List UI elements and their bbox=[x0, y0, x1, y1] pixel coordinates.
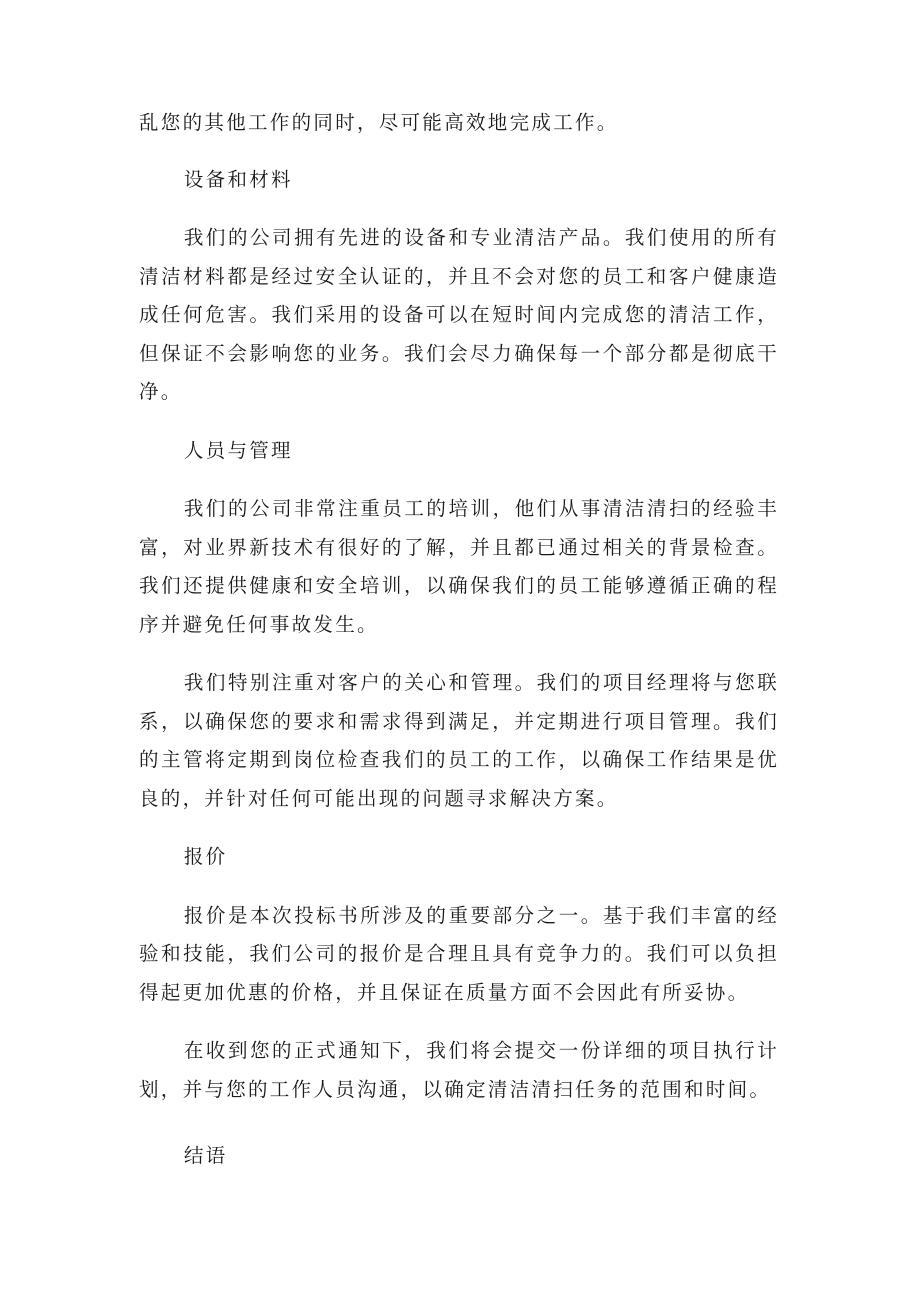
paragraph-plan: 在收到您的正式通知下，我们将会提交一份详细的项目执行计划，并与您的工作人员沟通，以确定清洁清扫任务的范围和时间。 bbox=[139, 1039, 779, 1101]
paragraph-client-management: 我们特别注重对客户的关心和管理。我们的项目经理将与您联系，以确保您的要求和需求得到满足，并定期进行项目管理。我们的主管将定期到岗位检查我们的员工的工作，以确保工作结果是优良的，并针对任何可能出现的问题寻求解决方案。 bbox=[139, 671, 779, 810]
section-heading-equipment: 设备和材料 bbox=[183, 167, 293, 191]
paragraph-equipment: 我们的公司拥有先进的设备和专业清洁产品。我们使用的所有清洁材料都是经过安全认证的，并且不会对您的员工和客户健康造成任何危害。我们采用的设备可以在短时间内完成您的清洁工作，但保证不会影响您的业务。我们会尽力确保每一个部分都是彻底干净。 bbox=[139, 226, 779, 403]
paragraph-quote: 报价是本次投标书所涉及的重要部分之一。基于我们丰富的经验和技能，我们公司的报价是合理且具有竞争力的。我们可以负担得起更加优惠的价格，并且保证在质量方面不会因此有所妥协。 bbox=[139, 903, 779, 1004]
section-heading-quote: 报价 bbox=[183, 845, 228, 868]
section-heading-conclusion: 结语 bbox=[183, 1144, 228, 1167]
section-heading-staff: 人员与管理 bbox=[183, 438, 293, 462]
document-body bbox=[139, 104, 779, 1196]
paragraph-continuation: 乱您的其他工作的同时，尽可能高效地完成工作。 bbox=[139, 111, 619, 134]
paragraph-staff-training: 我们的公司非常注重员工的培训，他们从事清洁清扫的经验丰富，对业界新技术有很好的了解，并且都已通过相关的背景检查。我们还提供健康和安全培训，以确保我们的员工能够遵循正确的程序并避免任何事故发生。 bbox=[139, 497, 779, 636]
